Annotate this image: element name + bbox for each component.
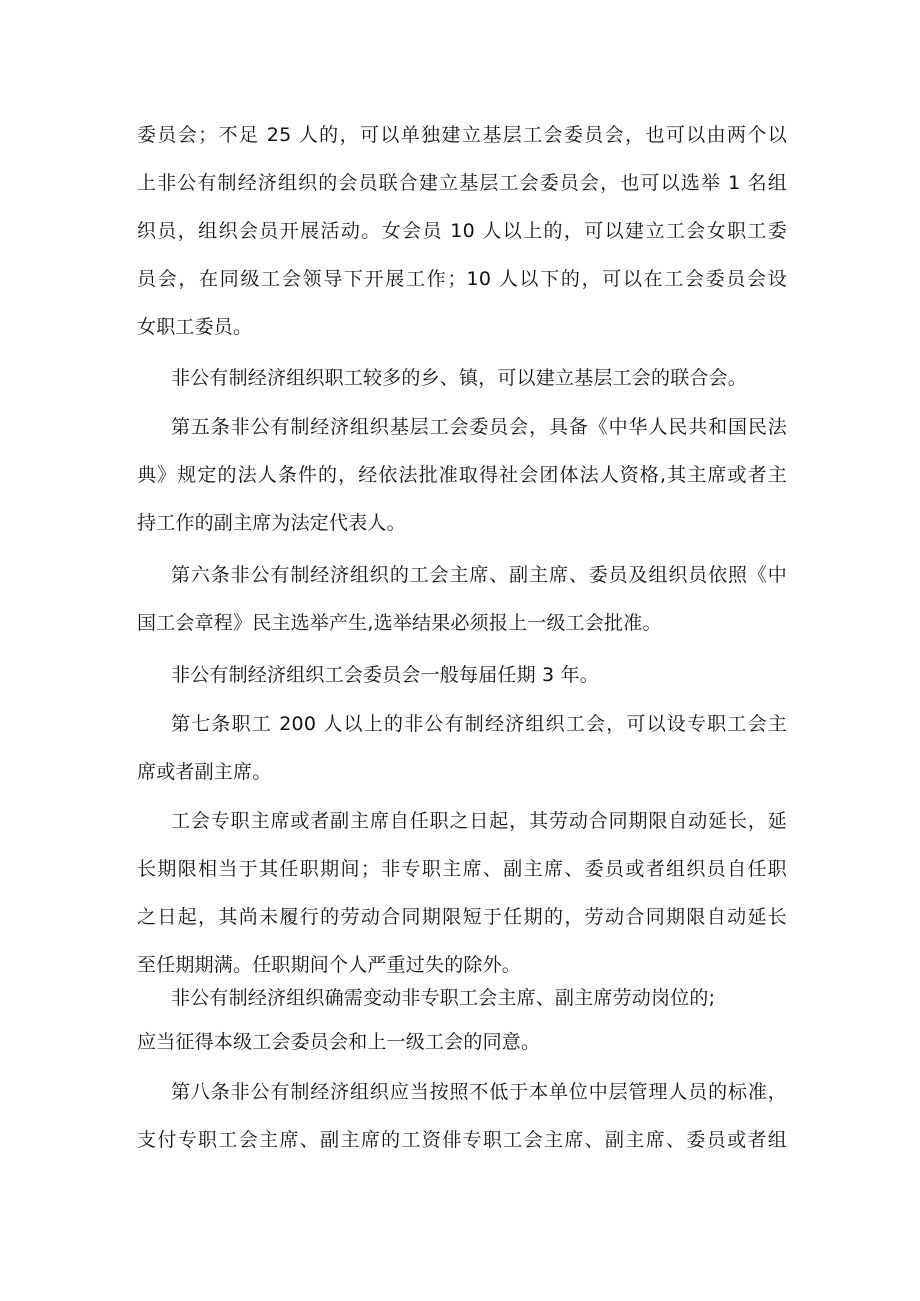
text-line-4: 员会，在同级工会领导下开展工作；10 人以下的，可以在工会委员会设 [137,268,787,290]
text-line-21: 第八条非公有制经济组织应当按照不低于本单位中层管理人员的标准， [171,1081,787,1103]
text-line-18: 至任期期满。任职期间个人严重过失的除外。 [137,954,522,976]
text-line-5: 女职工委员。 [137,316,253,338]
text-line-14: 席或者副主席。 [137,761,272,783]
text-line-15: 工会专职主席或者副主席自任职之日起，其劳动合同期限自动延长，延 [171,810,787,832]
text-line-2: 上非公有制经济组织的会员联合建立基层工会委员会，也可以选举 1 名组 [137,172,787,194]
text-line-1: 委员会；不足 25 人的，可以单独建立基层工会委员会，也可以由两个以 [137,124,787,146]
text-line-9: 持工作的副主席为法定代表人。 [137,512,406,534]
text-line-12: 非公有制经济组织工会委员会一般每届任期 3 年。 [171,664,599,686]
text-line-6: 非公有制经济组织职工较多的乡、镇，可以建立基层工会的联合会。 [171,367,748,389]
text-line-7: 第五条非公有制经济组织基层工会委员会，具备《中华人民共和国民法 [171,416,787,438]
text-line-10: 第六条非公有制经济组织的工会主席、副主席、委员及组织员依照《中 [171,564,787,586]
text-line-22: 支付专职工会主席、副主席的工资俳专职工会主席、副主席、委员或者组 [137,1129,787,1151]
text-line-17: 之日起，其尚未履行的劳动合同期限短于任期的，劳动合同期限自动延长 [137,906,787,928]
text-line-11: 国工会章程》民主选举产生,选举结果必须报上一级工会批准。 [137,612,662,634]
text-line-3: 织员，组织会员开展活动。女会员 10 人以上的，可以建立工会女职工委 [137,220,787,242]
text-line-20: 应当征得本级工会委员会和上一级工会的同意。 [137,1031,541,1053]
text-line-19: 非公有制经济组织确需变动非专职工会主席、副主席劳动岗位的; [171,987,716,1009]
text-line-13: 第七条职工 200 人以上的非公有制经济组织工会，可以设专职工会主 [171,713,787,735]
text-line-8: 典》规定的法人条件的，经依法批准取得社会团体法人资格,其主席或者主 [137,464,787,486]
text-line-16: 长期限相当于其任职期间；非专职主席、副主席、委员或者组织员自任职 [137,858,787,880]
